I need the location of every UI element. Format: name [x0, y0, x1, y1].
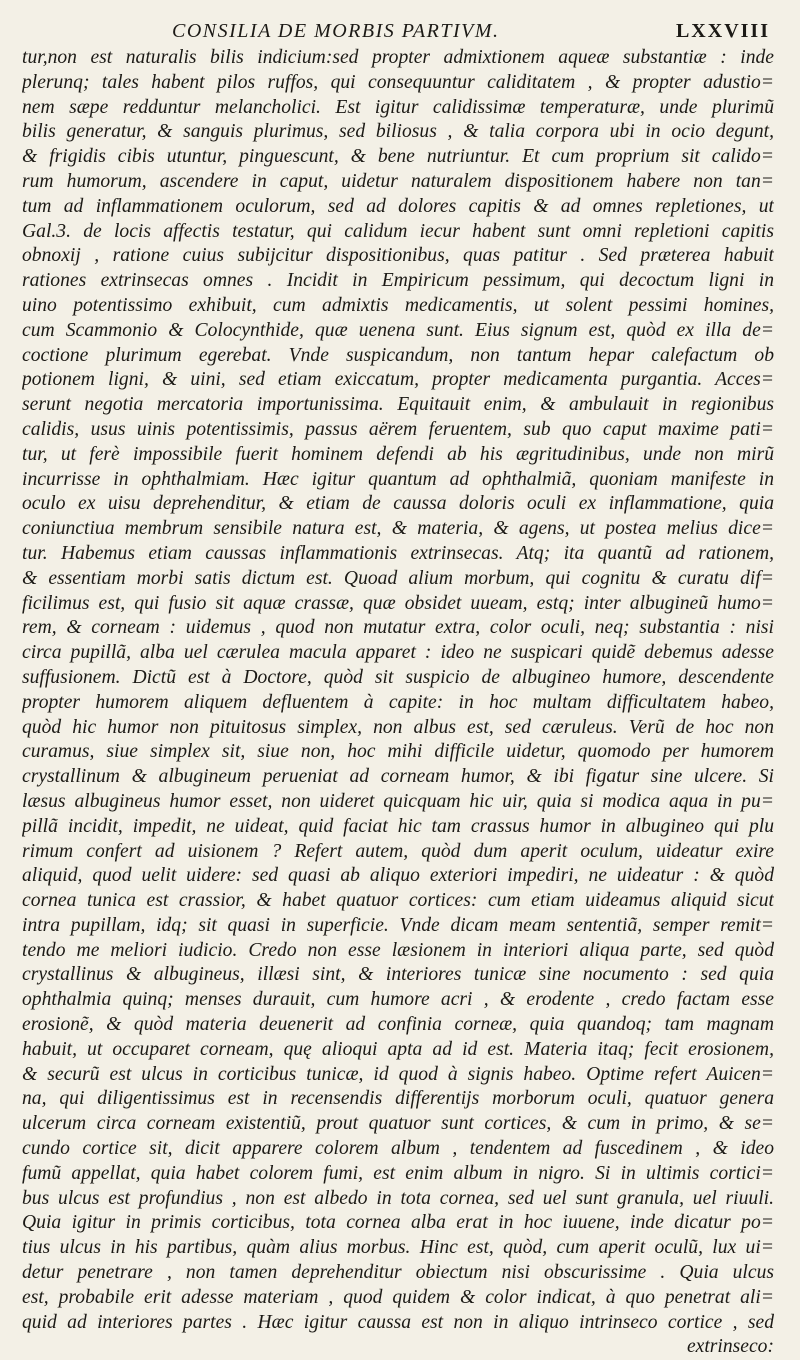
- text-line: erosionẽ, & quòd materia deuenerit ad confinia corneæ, quia quandoq; tam magnam: [22, 1014, 774, 1036]
- text-line: suffusionem. Dictũ est à Doctore, quòd sit suspicio de albugineo humore, descendente: [22, 666, 774, 688]
- text-line: bilis generatur, & sanguis plurimus, sed biliosus , & talia corpora ubi in ocio degunt,: [22, 121, 774, 143]
- text-line: rimum confert ad uisionem ? Refert autem, quòd dum aperit oculum, uideatur exire: [22, 840, 774, 862]
- text-line: calidis, usus uinis potentissimis, passus aërem feruentem, sub quo caput maxime pati=: [22, 418, 774, 440]
- text-line: & frigidis cibis utuntur, pinguescunt, & bene nutriuntur. Et cum proprium sit calido=: [22, 146, 774, 168]
- text-line: Quia igitur in primis corticibus, tota cornea alba erat in hoc iuuene, inde dicatur po=: [22, 1212, 774, 1234]
- folio-number: LXXVIII: [675, 20, 770, 42]
- text-line: & securũ est ulcus in corticibus tunicæ, id quod à signis habeo. Optime refert Auicen=: [22, 1063, 774, 1085]
- text-line: tur, ut ferè impossibile fuerit hominem defendi ab his ægritudinibus, unde non mirũ: [22, 443, 774, 465]
- text-line: rationes extrinsecas omnes . Incidit in Empiricum pessimum, qui decoctum ligni in: [22, 270, 774, 292]
- text-line: extrinseco:: [686, 1336, 774, 1358]
- text-line: uino potentissimo exhibuit, cum admixtis medicamentis, ut solent pessimi homines,: [22, 294, 774, 316]
- text-line: oculo ex uisu deprehenditur, & etiam de caussa doloris oculi ex inflammatione, quia: [22, 493, 774, 515]
- text-line: circa pupillã, alba uel cærulea macula apparet : ideo ne suspicari quidẽ debemus adesse: [22, 642, 774, 664]
- text-line: intra pupillam, idq; sit quasi in superficie. Vnde dicam meam sententiã, semper remit=: [22, 914, 774, 936]
- text-line: bus ulcus est profundius , non est albedo in tota cornea, sed uel sunt granula, uel riuuli.: [22, 1187, 774, 1209]
- text-line: cornea tunica est crassior, & habet quatuor cortices: cum etiam uideamus aliquid sicut: [22, 890, 774, 912]
- text-line: serunt negotia mercatoria importunissima. Equitauit enim, & ambulauit in regionibus: [22, 394, 774, 416]
- text-line: tius ulcus in his partibus, quàm alius morbus. Hinc est, quòd, cum aperit oculũ, lux ui=: [22, 1237, 774, 1259]
- text-line: incurrisse in ophthalmiam. Hæc igitur quantum ad ophthalmiã, quoniam manifeste in: [22, 468, 774, 490]
- text-line: Gal.3. de locis affectis testatur, qui calidum iecur habent sunt omni repletioni capitis: [22, 220, 774, 242]
- text-line: & essentiam morbi satis dictum est. Quoad alium morbum, qui cognitu & curatu dif=: [22, 567, 774, 589]
- text-line: coctione plurimum egerebat. Vnde suspicandum, non tantum hepar calefactum ob: [22, 344, 774, 366]
- text-line: obnoxij , ratione cuius subijcitur dispositionibus, quas patitur . Sed præterea habuit: [22, 245, 774, 267]
- text-line: ficilimus est, qui fusio sit aquæ crassæ, quæ obsidet uueam, estq; inter albugineũ humo=: [22, 592, 774, 614]
- text-line: tum ad inflammationem oculorum, sed ad dolores capitis & ad omnes repletiones, ut: [22, 195, 774, 217]
- text-line: propter humorem aliquem defluentem à capite: in hoc multam difficultatem habeo,: [22, 691, 774, 713]
- text-line: rum humorum, ascendere in caput, uidetur naturalem dispositionem habere non tan=: [22, 170, 774, 192]
- text-line: detur penetrare , non tamen deprehenditur obiectum nisi obscurissime . Quia ulcus: [22, 1262, 774, 1284]
- text-line: fumũ appellat, quia habet colorem fumi, est enim album in nigro. Si in ultimis cortici=: [22, 1162, 774, 1184]
- text-line: nem sæpe redduntur melancholici. Est igitur calidissimæ temperaturæ, unde plurimũ: [22, 96, 774, 118]
- running-head: [172, 20, 770, 46]
- text-line: coniunctiua membrum sensibile natura est, & materia, & agens, ut postea melius dice=: [22, 518, 774, 540]
- text-line: curamus, siue simplex sit, siue non, hoc mihi difficile uidetur, quomodo per humorem: [22, 741, 774, 763]
- text-line: ulcerum circa corneam existentiũ, prout quatuor sunt cortices, & cum in primo, & se=: [22, 1113, 774, 1135]
- text-line: cundo cortice sit, dicit apparere colorem album , tendentem ad fuscedinem , & ideo: [22, 1138, 774, 1160]
- text-line: tur,non est naturalis bilis indicium:sed propter admixtionem aqueæ substantiæ : inde: [22, 47, 774, 68]
- text-line: læsus albugineus humor esset, non uideret quicquam hic uir, quia si modica aqua in pu=: [22, 790, 774, 812]
- text-line: est, probabile erit adesse materiam , quod quidem & color indicat, à quo penetrat ali=: [22, 1286, 774, 1308]
- text-line: crystallinus & albugineus, illæsi sint, & interiores tunicæ sine nocumento : sed quia: [22, 964, 774, 986]
- text-line: quid ad interiores partes . Hæc igitur caussa est non in aliquo intrinseco cortice , sed: [22, 1311, 774, 1333]
- text-line: cum Scammonio & Colocynthide, quæ uenena sunt. Eius signum est, quòd ex illa de=: [22, 319, 774, 341]
- text-line: habuit, ut occuparet corneam, quę alioqui apta ad id est. Materia itaq; fecit erosionem,: [22, 1038, 774, 1060]
- text-line: na, qui diligentissimus est in recensendis differentijs morborum oculi, quatuor genera: [22, 1088, 774, 1110]
- text-line: quòd hic humor non pituitosus simplex, non albus est, sed cæruleus. Verũ de hoc non: [22, 716, 774, 738]
- text-line: crystallinum & albugineum perueniat ad corneam humor, & ibi figatur sine ulcere. Si: [22, 766, 774, 788]
- text-line: potionem ligni, & uini, sed etiam exiccatum, propter medicamenta purgantia. Acces=: [22, 369, 774, 391]
- text-line: pillã incidit, impedit, ne uideat, quid faciat hic tam crassus humor in albugineo qui plu: [22, 815, 774, 837]
- text-line: tendo me meliori iudicio. Credo non esse læsionem in interiori aliqua parte, sed quòd: [22, 939, 774, 961]
- text-line: plerunq; tales habent pilos ruffos, qui consequuntur caliditatem , & propter adustio=: [22, 71, 774, 93]
- text-line: rem, & corneam : uidemus , quod non mutatur extra, color oculi, neq; substantia : nisi: [22, 617, 774, 639]
- text-line: ophthalmia quinq; menses durauit, cum humore acri , & erodente , credo factam esse: [22, 989, 774, 1011]
- text-line: tur. Habemus etiam caussas inflammationis extrinsecas. Atq; ita quantũ ad rationem,: [22, 542, 774, 564]
- text-line: aliquid, quod uelit uidere: sed quasi ab aliquo exteriori impediri, ne uideatur : & quòd: [22, 865, 774, 887]
- text-block: [22, 46, 774, 1360]
- running-title: CONSILIA DE MORBIS PARTIVM.: [172, 20, 500, 42]
